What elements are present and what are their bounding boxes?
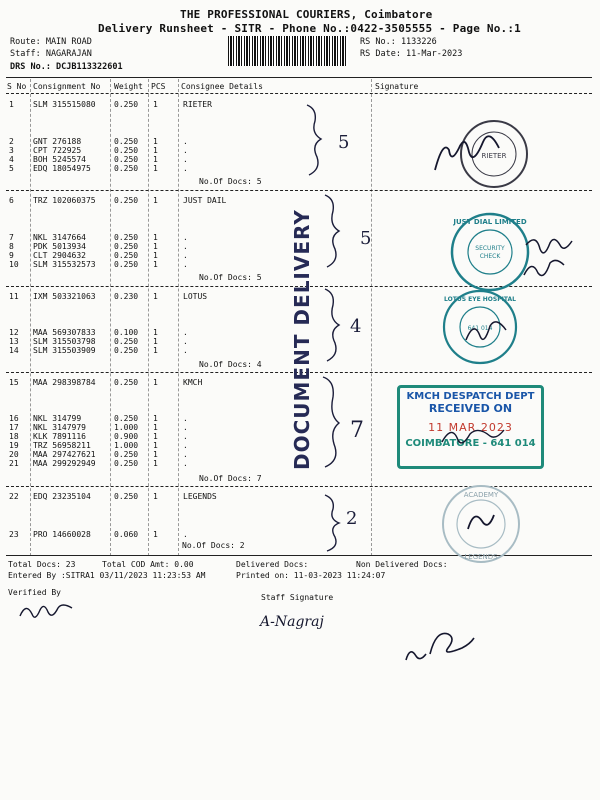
handwritten-count: 5 [338,132,350,153]
row-pcs: 1 [153,137,158,146]
row-weight: 0.250 [114,164,139,173]
docs-count: No.Of Docs: 7 [199,474,262,483]
row-pcs: 1 [153,530,158,539]
row-weight: 0.060 [114,530,139,539]
row-consignee: . [183,432,188,441]
handwritten-count: 7 [350,418,364,443]
printed-on: Printed on: 11-03-2023 11:24:07 [236,571,386,580]
staff-label: Staff: NAGARAJAN [10,49,92,59]
row-consignee: . [183,155,188,164]
row-consignee: . [183,137,188,146]
row-sno: 8 [9,242,14,251]
row-consignment: SLM 315503798 [33,337,96,346]
docs-count: No.Of Docs: 4 [199,360,262,369]
entered-by: Entered By :SITRA1 03/11/2023 11:23:53 AM [8,571,206,580]
row-sno: 1 [9,100,14,109]
row-consignment: NKL 314799 [33,414,82,423]
col-divider [371,79,372,556]
row-consignee: . [183,337,188,346]
row-pcs: 1 [153,164,158,173]
handwritten-count: 2 [346,508,358,529]
row-sno: 9 [9,251,14,260]
non-delivered-docs: Non Delivered Docs: [356,560,448,569]
docs-count: No.Of Docs: 5 [199,273,262,282]
col-pcs: PCS [151,82,166,91]
row-pcs: 1 [153,100,158,109]
row-pcs: 1 [153,492,158,501]
row-pcs: 1 [153,459,158,468]
row-consignment: MAA 299292949 [33,459,96,468]
row-weight: 0.250 [114,233,139,242]
row-consignee: . [183,260,188,269]
row-weight: 0.250 [114,100,139,109]
handwritten-count: 4 [350,316,362,337]
row-consignment: MAA 569307833 [33,328,96,337]
row-weight: 0.250 [114,155,139,164]
row-consignee: LOTUS [183,292,208,301]
row-sno: 14 [9,346,19,355]
row-sno: 17 [9,423,19,432]
row-pcs: 1 [153,146,158,155]
row-consignment: TRZ 102060375 [33,196,96,205]
handwritten-count: 5 [360,228,372,249]
row-consignment: NKL 3147979 [33,423,86,432]
row-consignment: SLM 315503909 [33,346,96,355]
row-sno: 2 [9,137,14,146]
row-consignment: PRO 14660028 [33,530,91,539]
row-consignee: . [183,459,188,468]
signature-lotus [462,310,512,350]
row-pcs: 1 [153,423,158,432]
staff-signature-label: Staff Signature [261,593,334,602]
barcode-image [228,36,348,66]
row-sno: 3 [9,146,14,155]
row-pcs: 1 [153,292,158,301]
col-consignment: Consignment No [33,82,101,91]
row-consignment: SLM 315515080 [33,100,96,109]
svg-text:SECURITY: SECURITY [475,245,505,252]
row-weight: 0.250 [114,337,139,346]
staff-signature-text: A-Nagraj [260,614,324,630]
row-weight: 0.250 [114,196,139,205]
row-consignment: IXM 503321063 [33,292,96,301]
row-weight: 0.250 [114,414,139,423]
row-sno: 15 [9,378,19,387]
row-consignment: PDK 5013934 [33,242,86,251]
row-sno: 4 [9,155,14,164]
row-weight: 0.250 [114,137,139,146]
row-consignee: . [183,346,188,355]
row-pcs: 1 [153,328,158,337]
row-weight: 0.250 [114,251,139,260]
row-consignment: NKL 3147664 [33,233,86,242]
col-consignee: Consignee Details [181,82,263,91]
row-consignment: BOH 5245574 [33,155,86,164]
row-pcs: 1 [153,432,158,441]
row-weight: 0.250 [114,378,139,387]
kmch-stamp-date: 11 MAR 2023 [428,421,513,434]
docs-count: No.Of Docs: 2 [182,541,245,550]
row-weight: 0.250 [114,492,139,501]
signature-kmch [438,420,508,450]
kmch-stamp-city: COIMBATORE - 641 014 [405,438,536,449]
rs-date: RS Date: 11-Mar-2023 [360,49,463,59]
svg-text:RIETER: RIETER [481,152,507,160]
row-consignee: RIETER [183,100,212,109]
col-weight: Weight [114,82,143,91]
row-weight: 0.230 [114,292,139,301]
row-pcs: 1 [153,378,158,387]
row-pcs: 1 [153,414,158,423]
row-sno: 16 [9,414,19,423]
row-sno: 11 [9,292,19,301]
kmch-stamp-received: RECEIVED ON [428,402,513,415]
row-weight: 0.250 [114,346,139,355]
row-sno: 6 [9,196,14,205]
row-pcs: 1 [153,450,158,459]
svg-text:LOTUS EYE HOSPITAL: LOTUS EYE HOSPITAL [444,296,516,303]
row-consignee: . [183,328,188,337]
svg-text:CHECK: CHECK [479,253,501,260]
signature-rieter [430,130,510,180]
row-consignment: GNT 276188 [33,137,82,146]
row-consignment: CLT 2904632 [33,251,86,260]
row-consignee: . [183,146,188,155]
svg-text:LEGENDS: LEGENDS [464,553,498,561]
row-sno: 12 [9,328,19,337]
row-sno: 22 [9,492,19,501]
column-header-rule [6,93,592,94]
col-divider [110,79,111,556]
row-consignment: MAA 298398784 [33,378,96,387]
col-divider [30,79,31,556]
col-signature: Signature [375,82,419,91]
row-consignment: EDQ 23235104 [33,492,91,501]
row-consignee: LEGENDS [183,492,217,501]
signature-staff [400,620,480,670]
row-sno: 21 [9,459,19,468]
verified-by-label: Verified By [8,588,61,597]
route-label: Route: MAIN ROAD [10,37,92,47]
kmch-stamp-dept: KMCH DESPATCH DEPT [406,391,535,402]
row-sno: 20 [9,450,19,459]
row-consignee: . [183,423,188,432]
drs-number: DRS No.: DCJB113322601 [10,62,123,72]
row-sno: 19 [9,441,19,450]
row-consignee: KMCH [183,378,203,387]
row-consignee: . [183,242,188,251]
delivered-docs: Delivered Docs: [236,560,309,569]
runsheet-subtitle: Delivery Runsheet - SITR - Phone No.:0422-3505555 - Page No.:1 [98,22,521,35]
row-consignment: TRZ 56958211 [33,441,91,450]
row-weight: 0.250 [114,146,139,155]
row-consignee: . [183,164,188,173]
total-cod: Total COD Amt: 0.00 [102,560,194,569]
company-title: THE PROFESSIONAL COURIERS, Coimbatore [180,8,433,21]
row-consignment: KLK 7891116 [33,432,86,441]
svg-text:JUST DIAL LIMITED: JUST DIAL LIMITED [453,218,527,226]
row-consignment: EDQ 18054975 [33,164,91,173]
row-consignee: . [183,233,188,242]
row-weight: 1.000 [114,423,139,432]
row-sno: 7 [9,233,14,242]
signature-justdial [520,225,580,285]
row-weight: 1.000 [114,441,139,450]
row-pcs: 1 [153,346,158,355]
col-divider [178,79,179,556]
row-sno: 23 [9,530,19,539]
row-pcs: 1 [153,251,158,260]
row-weight: 0.250 [114,260,139,269]
row-consignee: . [183,251,188,260]
row-consignment: CPT 722925 [33,146,82,155]
svg-text:641 014: 641 014 [467,325,493,332]
row-consignment: MAA 297427621 [33,450,96,459]
row-pcs: 1 [153,441,158,450]
row-consignment: SLM 315532573 [33,260,96,269]
row-sno: 10 [9,260,19,269]
row-sno: 18 [9,432,19,441]
row-weight: 0.100 [114,328,139,337]
row-sno: 13 [9,337,19,346]
col-sno: S No [7,82,27,91]
row-pcs: 1 [153,196,158,205]
row-pcs: 1 [153,155,158,164]
total-docs: Total Docs: 23 [8,560,76,569]
docs-count: No.Of Docs: 5 [199,177,262,186]
row-consignee: . [183,450,188,459]
row-weight: 0.250 [114,242,139,251]
row-weight: 0.250 [114,459,139,468]
document-delivery-stamp: DOCUMENT DELIVERY [290,209,314,470]
row-weight: 0.900 [114,432,139,441]
header-rule [6,77,592,78]
row-pcs: 1 [153,260,158,269]
row-consignee: . [183,441,188,450]
row-consignee: . [183,414,188,423]
row-consignee: . [183,530,188,539]
row-consignee: JUST DAIL [183,196,227,205]
row-weight: 0.250 [114,450,139,459]
legends-stamp [440,483,522,565]
signature-verifier [16,600,76,624]
row-pcs: 1 [153,242,158,251]
col-divider [148,79,149,556]
svg-text:ACADEMY: ACADEMY [463,491,499,499]
row-sno: 5 [9,164,14,173]
rs-number: RS No.: 1133226 [360,37,437,47]
row-pcs: 1 [153,337,158,346]
row-pcs: 1 [153,233,158,242]
